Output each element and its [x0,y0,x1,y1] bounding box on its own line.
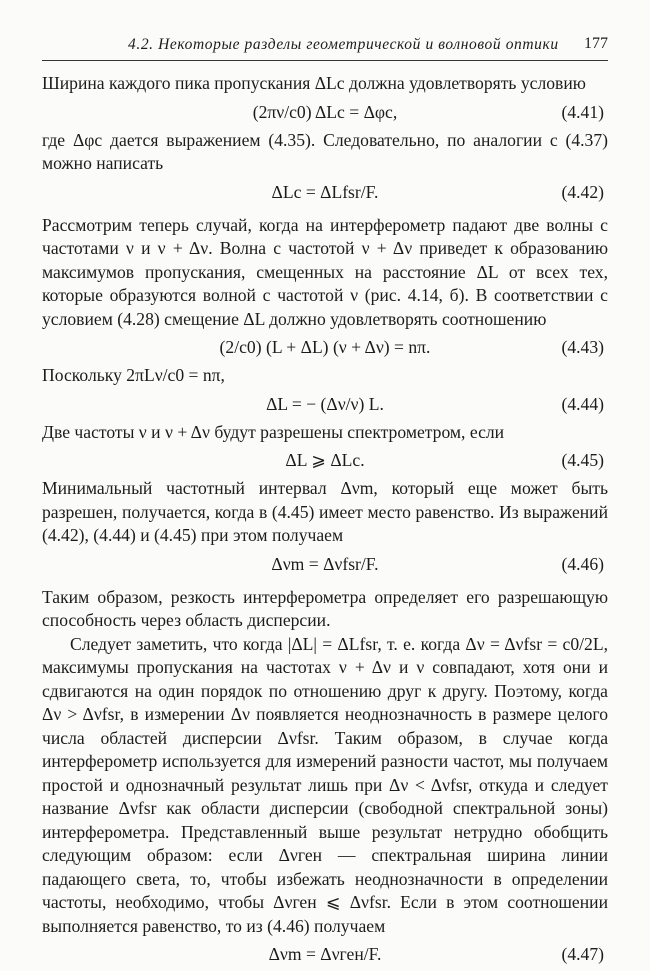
paragraph: Минимальный частотный интервал Δνm, который еще может быть разрешен, получается, когда в (4.45) имеет место равенство. Из выражений (4.42), (4.44) и (4.45) при этом получаем [42,478,608,545]
equation-4-45 [42,444,608,477]
paragraph: Две частоты ν и ν + Δν будут разрешены спектрометром, если [42,421,505,442]
equation-4-43 [42,331,608,364]
equation-expression: ΔLc = ΔLfsr/F. [271,181,379,202]
equation-number: (4.41) [561,101,604,122]
page-body [42,72,608,971]
equation-number: (4.42) [561,181,604,202]
equation-4-46 [42,548,608,581]
equation-number: (4.43) [561,337,604,357]
equation-number: (4.47) [561,944,604,964]
paragraph: Поскольку 2πLν/c0 = nπ, [42,365,225,385]
equation-expression: Δνm = Δνfsr/F. [271,553,379,574]
equation-number: (4.46) [561,553,604,574]
equation-number: (4.45) [561,450,604,470]
equation-expression: Δνm = Δνген/F. [268,944,382,964]
equation-4-41 [42,96,608,129]
equation-number: (4.44) [561,393,604,414]
paragraph: где Δφc дается выражением (4.35). Следовательно, по аналогии с (4.37) можно написать [42,129,608,173]
equation-4-44 [42,388,608,421]
equation-4-47 [42,938,608,971]
equation-expression: ΔL = − (Δν/ν) L. [266,393,384,414]
equation-expression: (2/c0) (L + ΔL) (ν + Δν) = nπ. [219,337,431,357]
page-number: 177 [584,35,608,52]
running-title: 4.2. Некоторые разделы геометрической и волновой оптики [128,36,559,53]
page-header [42,30,608,61]
equation-expression: (2πν/c0) ΔLc = Δφc, [252,101,398,122]
paragraph: Таким образом, резкость интерферометра определяет его разрешающую способность через область дисперсии. [42,586,608,630]
paragraph: Ширина каждого пика пропускания ΔLc должна удовлетворять условию [42,73,586,93]
paragraph: Рассмотрим теперь случай, когда на интерферометр падают две волны с частотами ν и ν + Δν. Волна с частотой ν + Δν приведет к образованию максимумов пропускания, смещенных на расстояние ΔL от всех тех, которые образуются волной с частотой ν (рис. 4.14, б). В соответствии с условием (4.28) смещение ΔL должно удовлетворять соотношению [42,214,608,329]
equation-expression: ΔL ⩾ ΔLc. [285,450,365,470]
paragraph: Следует заметить, что когда |ΔL| = ΔLfsr, т. е. когда Δν = Δνfsr = c0/2L, максимумы пропускания на частотах ν + Δν и ν совпадают, хотя они и сдвигаются на один порядок по отношению друг к другу. Поэтому, когда Δν > Δνfsr, в измерении Δν появляется неоднозначность в размере целого числа областей дисперсии Δνfsr. Таким образом, в случае когда интерферометр используется для измерений разности частот, мы получаем простой и однозначный результат лишь при Δν < Δνfsr, откуда и следует название Δνfsr как области дисперсии (свободной спектральной зоны) интерферометра. Представленный выше результат нетрудно обобщить следующим образом: если Δνген — спектральная ширина линии падающего света, то, чтобы избежать неоднозначности в определении частоты, необходимо, чтобы Δνген ⩽ Δνfsr. Если в этом соотношении выполняется равенство, то из (4.46) получаем [42,633,608,936]
equation-4-42 [42,176,608,209]
